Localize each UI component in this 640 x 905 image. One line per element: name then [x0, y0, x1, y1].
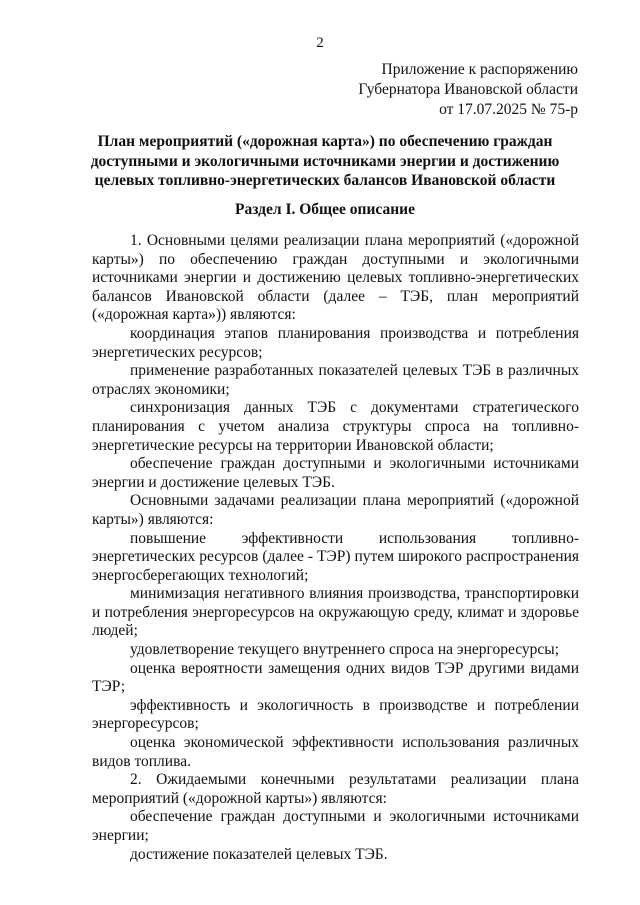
paragraph: минимизация негативного влияния производства, транспортировки и потребления энергоресурсов на окружающую среду, климат и здоровье людей; — [92, 585, 579, 640]
title-line: целевых топливно-энергетических балансов Ивановской области — [94, 172, 556, 189]
paragraph: синхронизация данных ТЭБ с документами стратегического планирования с учетом анализа структуры спроса на топливно-энергетические ресурсы на территории Ивановской области; — [92, 399, 579, 454]
title-line: доступными и экологичными источниками энергии и достижению — [90, 152, 560, 170]
paragraph: координация этапов планирования производства и потребления энергетических ресурсов; — [92, 324, 579, 361]
body-text — [92, 232, 579, 864]
appendix-line: Приложение к распоряжению — [381, 61, 578, 78]
paragraph: удовлетворение текущего внутреннего спроса на энергоресурсы; — [130, 641, 560, 659]
paragraph: повышение эффективности использования топливно-энергетических ресурсов (далее - ТЭР) путем широкого распространения энергосберегающих технологий; — [92, 529, 579, 584]
page-number: 2 — [316, 35, 324, 51]
appendix-header — [358, 60, 578, 120]
paragraph: достижение показателей целевых ТЭБ. — [130, 845, 388, 863]
paragraph: оценка экономической эффективности использования различных видов топлива. — [92, 734, 579, 770]
paragraph: 1. Основными целями реализации плана мероприятий («дорожной карты») по обеспечению граждан доступными и экологичными источниками энергии и достижению целевых топливно-энергетических балансов Ивановской области (далее – ТЭБ, план мероприятий («дорожная карта»)) являются: — [92, 232, 579, 324]
title-line: План мероприятий («дорожная карта») по обеспечению граждан — [97, 133, 553, 150]
appendix-line: Губернатора Ивановской области — [358, 81, 578, 98]
paragraph: применение разработанных показателей целевых ТЭБ в различных отраслях экономики; — [92, 362, 579, 398]
paragraph: эффективность и экологичность в производстве и потреблении энергоресурсов; — [92, 696, 579, 733]
section-heading: Раздел I. Общее описание — [235, 201, 415, 218]
paragraph: обеспечение граждан доступными и экологичными источниками энергии; — [92, 808, 579, 844]
paragraph: 2. Ожидаемыми конечными результатами реализации плана мероприятий («дорожной карты») являются: — [92, 771, 579, 807]
paragraph: Основными задачами реализации плана мероприятий («дорожной карты») являются: — [92, 492, 579, 528]
paragraph: оценка вероятности замещения одних видов ТЭР другими видами ТЭР; — [92, 659, 579, 696]
appendix-date-number: от 17.07.2025 № 75-р — [439, 101, 578, 118]
document-title — [80, 132, 570, 191]
paragraph: обеспечение граждан доступными и экологичными источниками энергии и достижение целевых ТЭБ. — [92, 455, 579, 491]
